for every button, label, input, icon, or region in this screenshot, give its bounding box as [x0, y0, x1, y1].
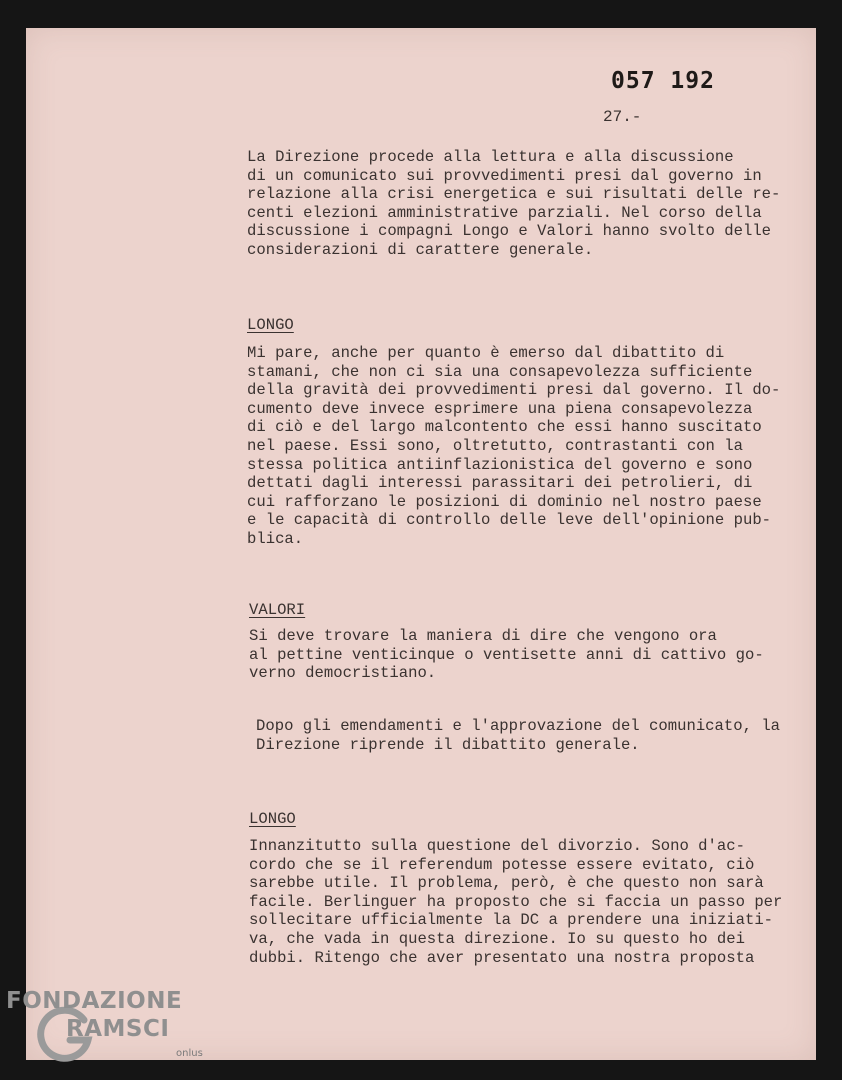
text-line: Direzione riprende il dibattito generale. [256, 735, 640, 754]
text-line: blica. [247, 529, 304, 548]
text-line: sollecitare ufficialmente la DC a prendere una iniziati- [249, 911, 774, 930]
text-line: e le capacità di controllo delle leve dell'opinione pub- [247, 511, 772, 530]
text-line: di ciò e del largo malcontento che essi hanno suscitato [247, 418, 762, 437]
text-line: La Direzione procede alla lettura e alla discussione [247, 148, 734, 166]
interlude-paragraph [256, 717, 780, 754]
watermark-suffix: onlus [176, 1048, 203, 1059]
text-line: facile. Berlinguer ha proposto che si faccia un passo per [249, 892, 783, 911]
page-number: 27.- [603, 108, 642, 126]
watermark-line-2: RAMSCI [66, 1016, 170, 1042]
text-line: stamani, che non ci sia una consapevolezza sufficiente [247, 362, 753, 381]
valori-statement [249, 627, 764, 683]
speaker-heading-longo: LONGO [249, 810, 296, 828]
text-line: va, che vada in questa direzione. Io su questo ho dei [249, 929, 745, 948]
text-line: dubbi. Ritengo che aver presentato una nostra proposta [249, 948, 755, 967]
text-line: cordo che se il referendum potesse essere evitato, ciò [249, 855, 755, 874]
text-line: stessa politica antiinflazionistica del governo e sono [247, 455, 753, 474]
text-line: di un comunicato sui provvedimenti presi dal governo in [247, 166, 762, 185]
text-line: cui rafforzano le posizioni di dominio nel nostro paese [247, 492, 762, 511]
text-line: della gravità dei provvedimenti presi dal governo. Il do- [247, 381, 781, 400]
text-line: sarebbe utile. Il problema, però, è che questo non sarà [249, 874, 764, 893]
intro-paragraph [247, 148, 780, 260]
text-line: al pettine venticinque o ventisette anni di cattivo go- [249, 645, 764, 664]
text-line: Innanzitutto sulla questione del divorzio. Sono d'ac- [249, 837, 745, 855]
text-line: centi elezioni amministrative parziali. Nel corso della [247, 203, 762, 222]
speaker-heading-longo: LONGO [247, 316, 294, 334]
text-line: discussione i compagni Longo e Valori hanno svolto delle [247, 222, 772, 241]
text-line: Mi pare, anche per quanto è emerso dal dibattito di [247, 344, 725, 362]
text-line: considerazioni di carattere generale. [247, 240, 594, 259]
text-line: relazione alla crisi energetica e sui risultati delle re- [247, 185, 781, 204]
text-line: Dopo gli emendamenti e l'approvazione del comunicato, la [256, 717, 781, 735]
watermark-line-1: FONDAZIONE [6, 988, 183, 1014]
longo-statement-2 [249, 837, 782, 967]
text-line: dettati dagli interessi parassitari dei petrolieri, di [247, 474, 753, 493]
longo-statement-1 [247, 344, 780, 549]
speaker-heading-valori: VALORI [249, 601, 306, 619]
document-number: 057 192 [611, 68, 715, 94]
text-line: nel paese. Essi sono, oltretutto, contrastanti con la [247, 436, 743, 455]
text-line: cumento deve invece esprimere una piena consapevolezza [247, 399, 753, 418]
text-line: verno democristiano. [249, 664, 437, 683]
fondazione-gramsci-watermark [6, 988, 216, 1068]
text-line: Si deve trovare la maniera di dire che vengono ora [249, 627, 717, 645]
